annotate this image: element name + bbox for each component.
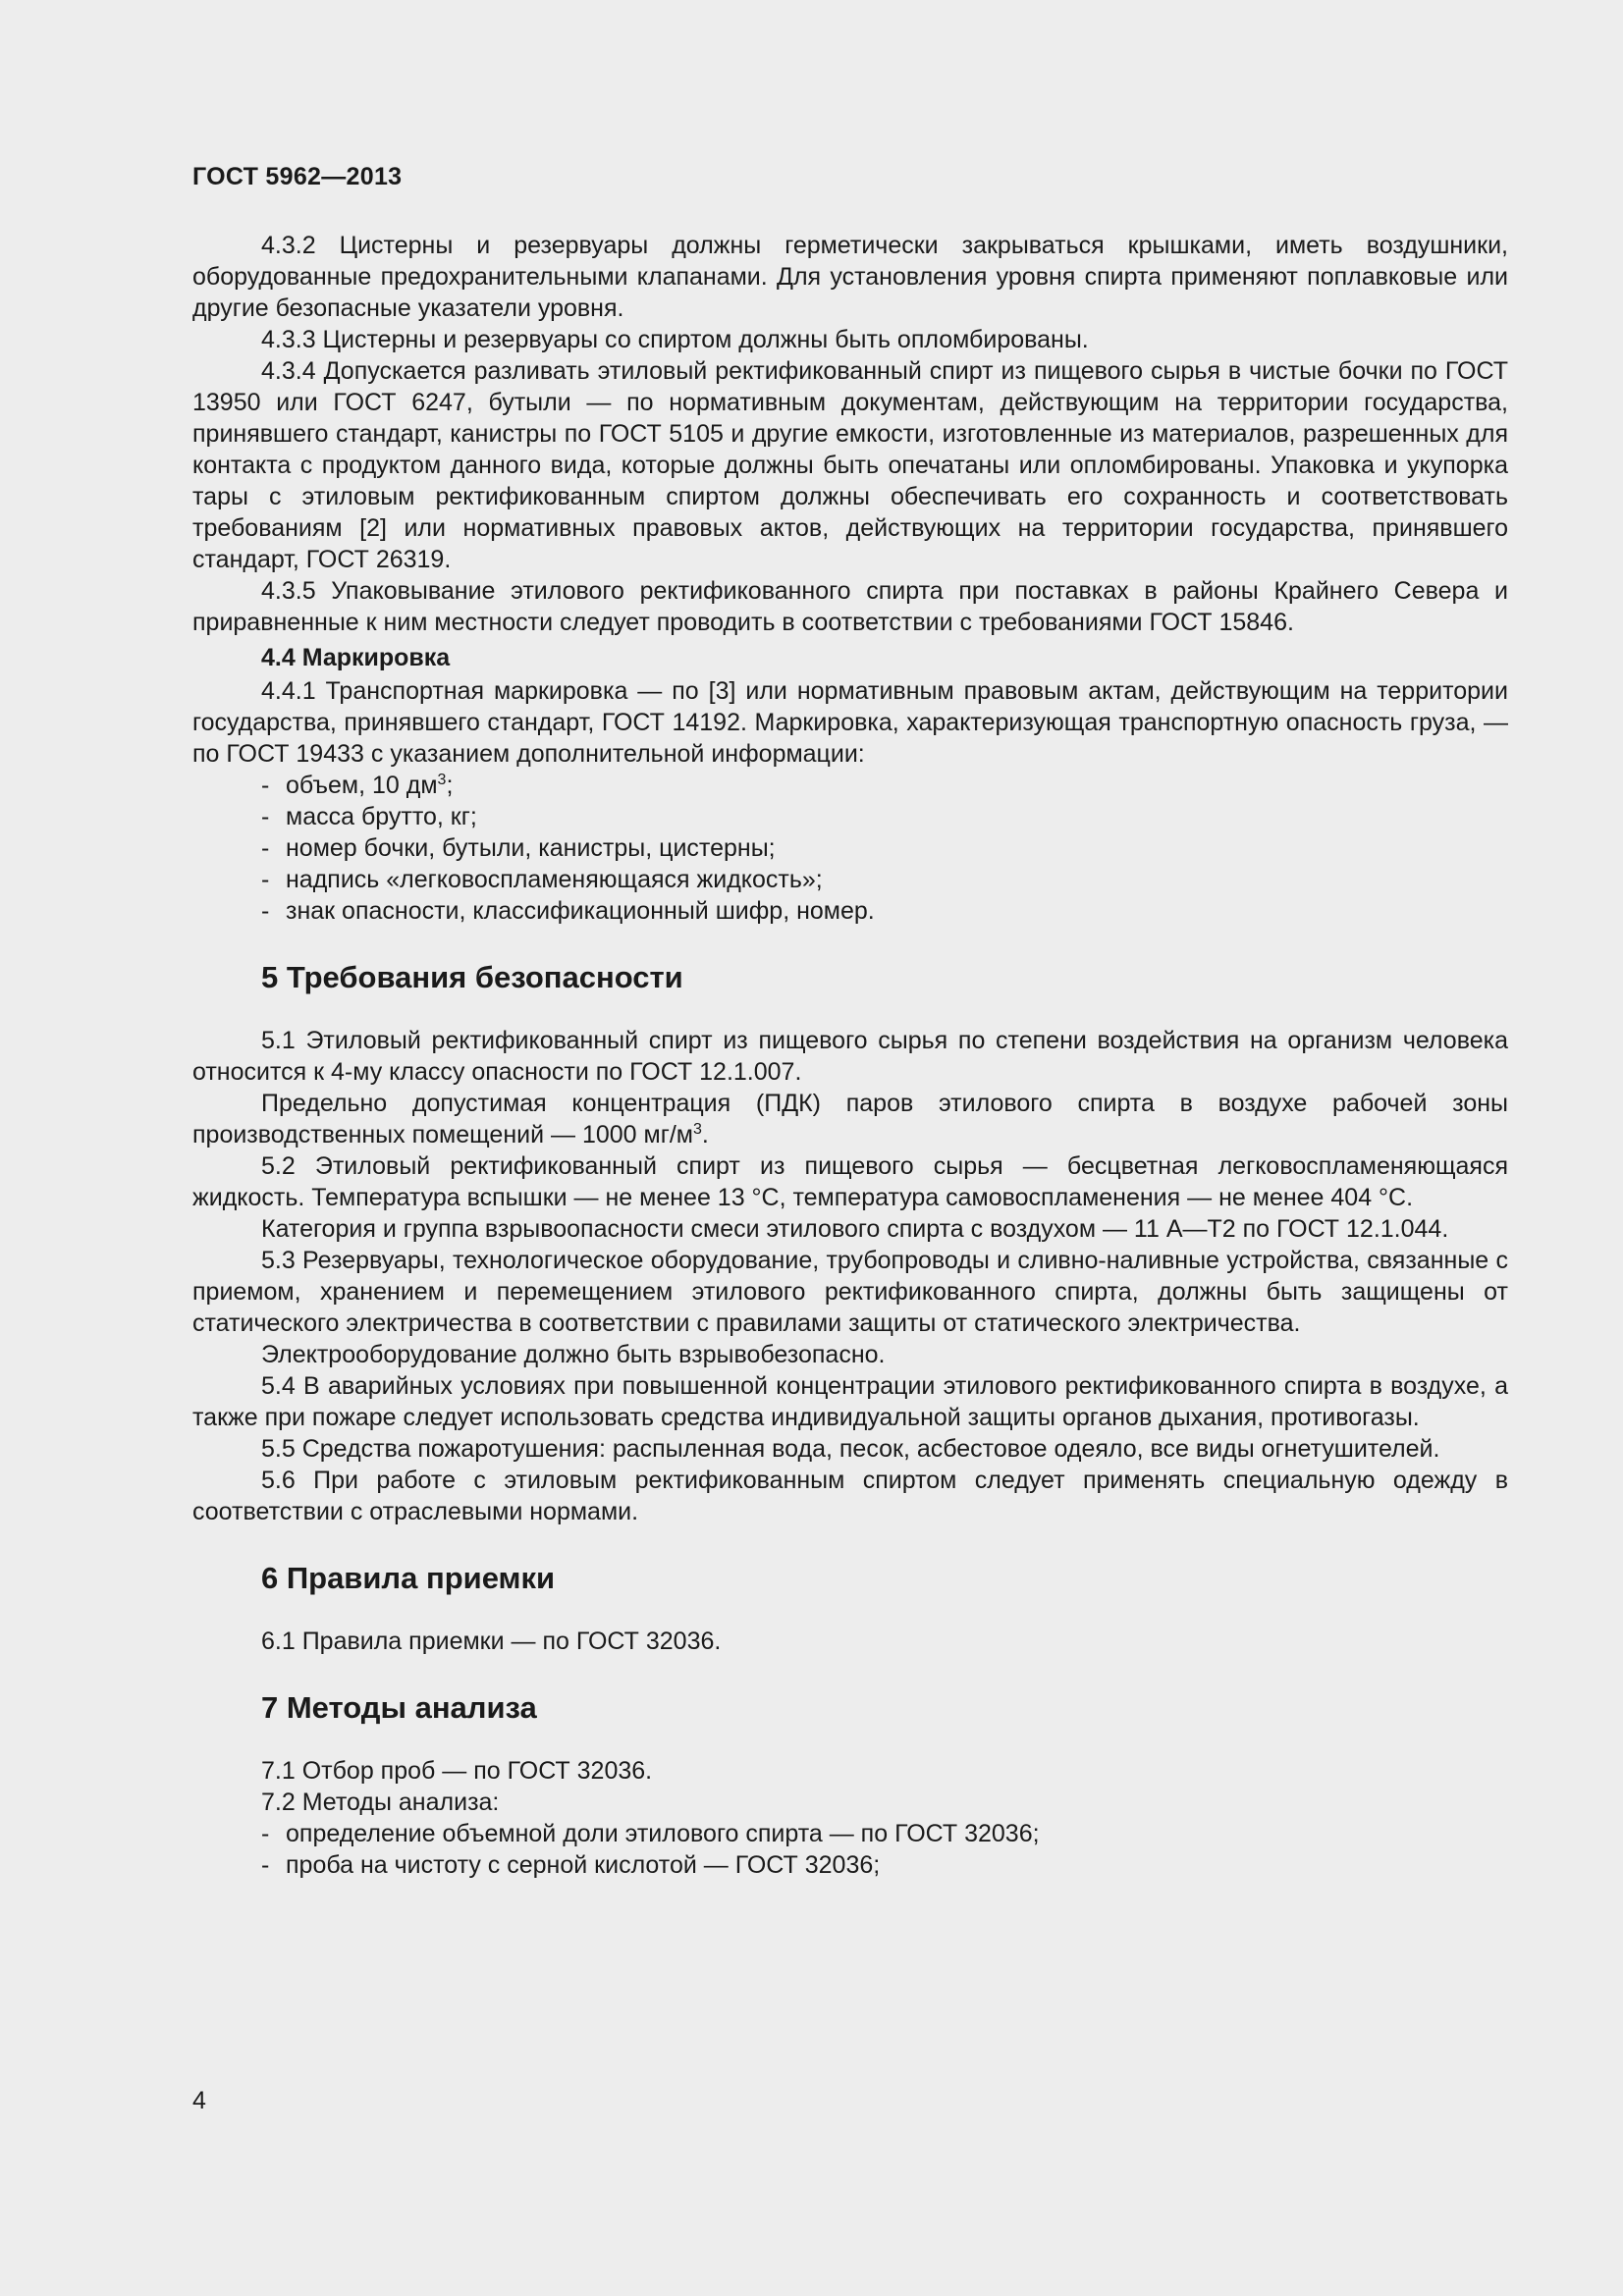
paragraph-7-1: 7.1 Отбор проб — по ГОСТ 32036. [261,1757,653,1785]
paragraph-5-3-electro: Электрооборудование должно быть взрывобезопасно. [261,1341,886,1368]
list-item [192,801,1508,832]
paragraph-tail: . [701,1121,709,1148]
list-item-text: надпись «легковоспламеняющаяся жидкость»; [286,866,823,893]
paragraph-5-2: 5.2 Этиловый ректификованный спирт из пищевого сырья — бесцветная легковоспламеняющаяся жидкость. Температура вспышки — не менее 13 °С, температура самовоспламенения — не менее 404 °С. [192,1152,1508,1211]
section-title-6: 6 Правила приемки [261,1561,556,1595]
spacer [192,927,1508,958]
spacer [192,1657,1508,1688]
list-item-tail: ; [446,772,454,799]
section-title-5: 5 Требования безопасности [261,960,683,994]
list-item [192,1818,1508,1849]
list-item-text: проба на чистоту с серной кислотой — ГОСТ 32036; [286,1851,881,1879]
list-dash: - [261,1820,270,1847]
list-item-text: масса брутто, кг; [286,803,477,830]
paragraph-5-5: 5.5 Средства пожаротушения: распыленная вода, песок, асбестовое одеяло, все виды огнетушителей. [261,1435,1440,1463]
list-dash: - [261,866,270,893]
paragraph-4-3-4: 4.3.4 Допускается разливать этиловый ректификованный спирт из пищевого сырья в чистые бочки по ГОСТ 13950 или ГОСТ 6247, бутыли — по нормативным документам, действующим на территории государства, принявшего стандарт, канистры по ГОСТ 5105 и другие емкости, изготовленные из материалов, разрешенных для контакта с продуктом данного вида, которые должны быть опечатаны или опломбированы. Упаковка и укупорка тары с этиловым ректификованным спиртом должны обеспечивать его сохранность и соответствовать требованиям [2] или нормативных правовых актов, действующих на территории государства, принявшего стандарт, ГОСТ 26319. [192,357,1508,573]
paragraph-5-6: 5.6 При работе с этиловым ректификованным спиртом следует применять специальную одежду в соответствии с отраслевыми нормами. [192,1467,1508,1525]
paragraph-5-1-pdk [192,1088,1508,1150]
spacer [192,997,1508,1025]
list-item-text: объем, 10 дм [286,772,438,799]
page-number: 4 [192,2087,206,2114]
list-dash: - [261,834,270,862]
spacer [192,1527,1508,1559]
document-body [192,230,1508,1881]
paragraph-4-3-2: 4.3.2 Цистерны и резервуары должны герметически закрываться крышками, иметь воздушники, оборудованные предохранительными клапанами. Для установления уровня спирта применяют поплавковые или другие безопасные указатели уровня. [192,232,1508,322]
spacer [192,1598,1508,1626]
paragraph-6-1: 6.1 Правила приемки — по ГОСТ 32036. [261,1628,722,1655]
superscript: 3 [692,1121,702,1138]
paragraph-4-4-1: 4.4.1 Транспортная маркировка — по [3] или нормативным правовым актам, действующим на территории государства, принявшего стандарт, ГОСТ 14192. Маркировка, характеризующая транспортную опасность груза, — по ГОСТ 19433 с указанием дополнительной информации: [192,677,1508,768]
paragraph-5-2-category: Категория и группа взрывоопасности смеси этилового спирта с воздухом — 11 А—Т2 по ГОСТ 12.1.044. [261,1215,1449,1243]
paragraph-5-1: 5.1 Этиловый ректификованный спирт из пищевого сырья по степени воздействия на организм человека относится к 4-му классу опасности по ГОСТ 12.1.007. [192,1027,1508,1086]
list-dash: - [261,803,270,830]
subsection-title-4-4: 4.4 Маркировка [261,644,451,671]
spacer [192,1728,1508,1755]
list-item [192,770,1508,801]
list-dash: - [261,1851,270,1879]
list-item [192,864,1508,895]
list-dash: - [261,772,270,799]
paragraph-4-3-5: 4.3.5 Упаковывание этилового ректификованного спирта при поставках в районы Крайнего Севера и приравненные к ним местности следует проводить в соответствии с требованиями ГОСТ 15846. [192,577,1508,636]
document-header: ГОСТ 5962—2013 [192,163,403,190]
list-item [192,895,1508,927]
superscript: 3 [437,772,447,788]
list-item-text: определение объемной доли этилового спирта — по ГОСТ 32036; [286,1820,1040,1847]
paragraph-7-2: 7.2 Методы анализа: [261,1789,500,1816]
paragraph-5-3: 5.3 Резервуары, технологическое оборудование, трубопроводы и сливно-наливные устройства, связанные с приемом, хранением и перемещением этилового ректификованного спирта, должны быть защищены от статического электричества в соответствии с правилами защиты от статического электричества. [192,1247,1508,1337]
list-dash: - [261,897,270,925]
list-item-text: номер бочки, бутыли, канистры, цистерны; [286,834,776,862]
list-item [192,1849,1508,1881]
paragraph-text: Предельно допустимая концентрация (ПДК) паров этилового спирта в воздухе рабочей зоны производственных помещений — 1000 мг/м [192,1090,1508,1148]
paragraph-4-3-3: 4.3.3 Цистерны и резервуары со спиртом должны быть опломбированы. [261,326,1089,353]
section-title-7: 7 Методы анализа [261,1690,537,1725]
paragraph-5-4: 5.4 В аварийных условиях при повышенной концентрации этилового ректификованного спирта в воздухе, а также при пожаре следует использовать средства индивидуальной защиты органов дыхания, противогазы. [192,1372,1508,1431]
list-item-text: знак опасности, классификационный шифр, номер. [286,897,875,925]
list-item [192,832,1508,864]
